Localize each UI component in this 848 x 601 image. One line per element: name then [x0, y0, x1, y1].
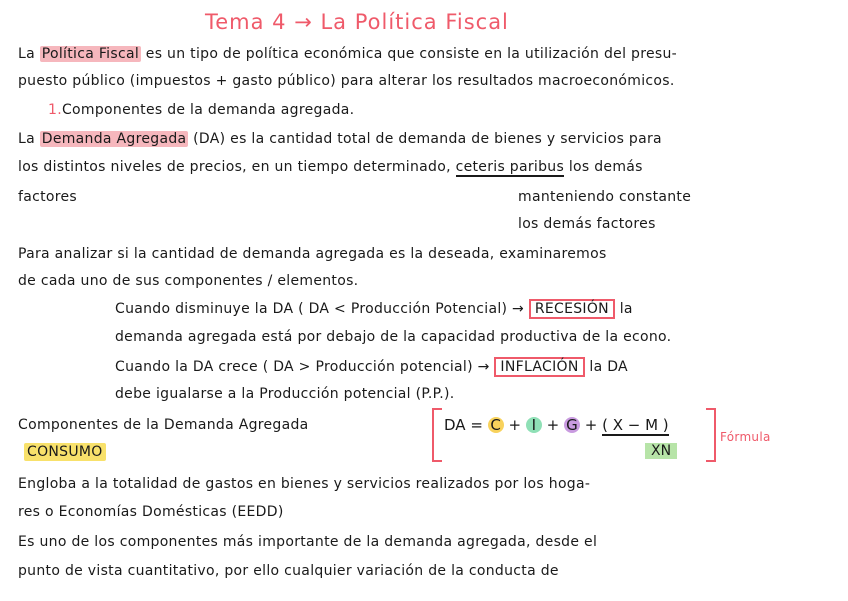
formula-plus-2: +: [546, 416, 560, 434]
da-l2-post: los demás: [568, 159, 643, 175]
ceteris-note-2: los demás factores: [518, 216, 656, 232]
section-number: 1.: [48, 102, 62, 118]
analysis-line-1: Para analizar si la cantidad de demanda agregada es la deseada, examinaremos: [18, 246, 607, 262]
formula-bracket-left: [432, 408, 442, 462]
case-recesion: [115, 300, 633, 318]
case2-post: la DA: [589, 359, 628, 375]
intro-pre: La: [18, 46, 35, 62]
analysis-line-2: de cada uno de sus componentes / elementos.: [18, 273, 359, 289]
da-post: (DA) es la cantidad total de demanda de bienes y servicios para: [193, 131, 662, 147]
consumo-highlight: CONSUMO: [24, 443, 106, 461]
section-label: Componentes de la demanda agregada.: [61, 102, 355, 118]
case2-pre: Cuando la DA crece ( DA > Producción potencial) →: [115, 359, 490, 375]
case-recesion-l2: demanda agregada está por debajo de la capacidad productiva de la econo.: [115, 329, 672, 345]
consumo-heading: [24, 443, 106, 461]
consumo-line-2: res o Economías Domésticas (EEDD): [18, 504, 284, 520]
ceteris-note-1: manteniendo constante: [518, 189, 692, 205]
formula-xn: XN: [645, 443, 677, 459]
da-line-1: [18, 130, 662, 148]
components-label: Componentes de la Demanda Agregada: [18, 417, 309, 433]
demanda-agregada-highlight: Demanda Agregada: [41, 131, 187, 147]
formula-c: C: [488, 417, 504, 433]
formula-x-minus-m: ( X − M ): [602, 416, 669, 434]
formula-bracket-right: [706, 408, 716, 462]
intro-line-1: [18, 45, 677, 63]
da-line-3: factores: [18, 189, 78, 205]
formula-i: I: [526, 417, 542, 433]
ceteris-paribus: ceteris paribus: [455, 159, 565, 175]
da-line-2: [18, 158, 643, 176]
formula-plus-3: +: [584, 416, 598, 434]
recesion-box: RECESIÓN: [529, 299, 615, 319]
page-title: Tema 4 → La Política Fiscal: [205, 10, 509, 34]
section-heading: [48, 101, 354, 119]
formula-plus-1: +: [508, 416, 522, 434]
inflacion-box: INFLACIÓN: [494, 357, 584, 377]
case1-pre: Cuando disminuye la DA ( DA < Producción Potencial) →: [115, 301, 525, 317]
consumo-line-3: Es uno de los componentes más importante de la demanda agregada, desde el: [18, 534, 598, 550]
intro-line-2: puesto público (impuestos + gasto público) para alterar los resultados macroeconómicos.: [18, 73, 675, 89]
case1-post: la: [619, 301, 633, 317]
consumo-line-1: Engloba a la totalidad de gastos en bienes y servicios realizados por los hoga-: [18, 476, 591, 492]
da-l2-pre: los distintos niveles de precios, en un tiempo determinado,: [18, 159, 451, 175]
da-formula: [444, 416, 669, 436]
formula-lhs: DA =: [444, 416, 483, 434]
consumo-line-4: punto de vista cuantitativo, por ello cualquier variación de la conducta de: [18, 563, 559, 579]
intro-post: es un tipo de política económica que consiste en la utilización del presu-: [145, 46, 677, 62]
da-pre: La: [18, 131, 35, 147]
case-inflacion-l2: debe igualarse a la Producción potencial (P.P.).: [115, 386, 455, 402]
formula-g: G: [564, 417, 580, 433]
case-inflacion: [115, 358, 628, 376]
formula-tag: Fórmula: [720, 430, 771, 444]
politica-fiscal-highlight: Política Fiscal: [41, 46, 140, 62]
